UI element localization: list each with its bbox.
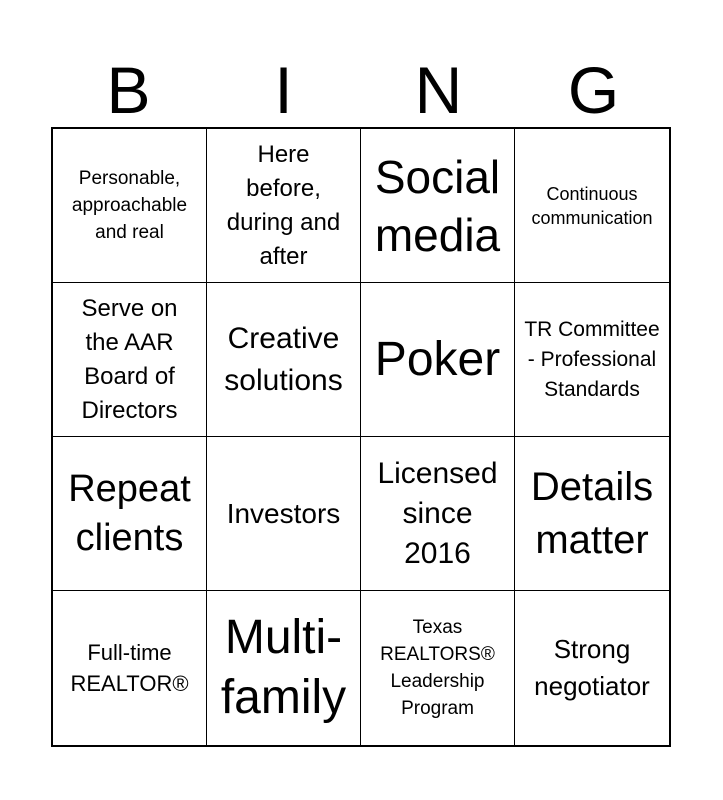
bingo-cell[interactable] (361, 283, 515, 437)
cell-text: Repeat clients (68, 467, 191, 559)
header-letter-n: N (414, 53, 463, 127)
cell-text: Continuous communication (531, 183, 653, 228)
bingo-cell[interactable] (207, 283, 361, 437)
bingo-cell[interactable] (207, 437, 361, 591)
bingo-cell[interactable] (53, 283, 207, 437)
bingo-header (51, 52, 671, 128)
bingo-cell[interactable] (515, 283, 669, 437)
cell-text: Poker (374, 332, 501, 386)
bingo-cell[interactable] (515, 129, 669, 283)
header-letter-i: I (274, 53, 293, 127)
cell-text: Texas REALTORS® Leadership Program (380, 617, 495, 719)
bingo-cell[interactable] (515, 591, 669, 745)
cell-text: Licensed since 2016 (377, 456, 498, 570)
bingo-board (51, 127, 671, 747)
bingo-cell[interactable] (207, 129, 361, 283)
cell-text: Creative solutions (224, 321, 343, 397)
cell-text: TR Committee - Professional Standards (524, 317, 660, 401)
bingo-cell[interactable] (53, 437, 207, 591)
cell-text: Serve on the AAR Board of Directors (81, 294, 178, 424)
cell-text: Investors (226, 497, 341, 529)
cell-text: Full-time REALTOR® (70, 640, 189, 696)
bingo-cell[interactable] (361, 129, 515, 283)
bingo-cell[interactable] (361, 591, 515, 745)
bingo-cell[interactable] (207, 591, 361, 745)
header-letter-b: B (106, 53, 151, 127)
header-letter-g: G (567, 53, 620, 127)
bingo-cell[interactable] (53, 591, 207, 745)
cell-text: Social media (374, 150, 501, 261)
cell-text: Here before, during and after (226, 140, 341, 270)
cell-text: Multi-family (220, 611, 347, 724)
bingo-cell[interactable] (361, 437, 515, 591)
bingo-cell[interactable] (53, 129, 207, 283)
bingo-cell[interactable] (515, 437, 669, 591)
cell-text: Strong negotiator (534, 634, 650, 701)
cell-text: Personable, approachable and real (71, 168, 188, 243)
cell-text: Details matter (530, 464, 654, 562)
